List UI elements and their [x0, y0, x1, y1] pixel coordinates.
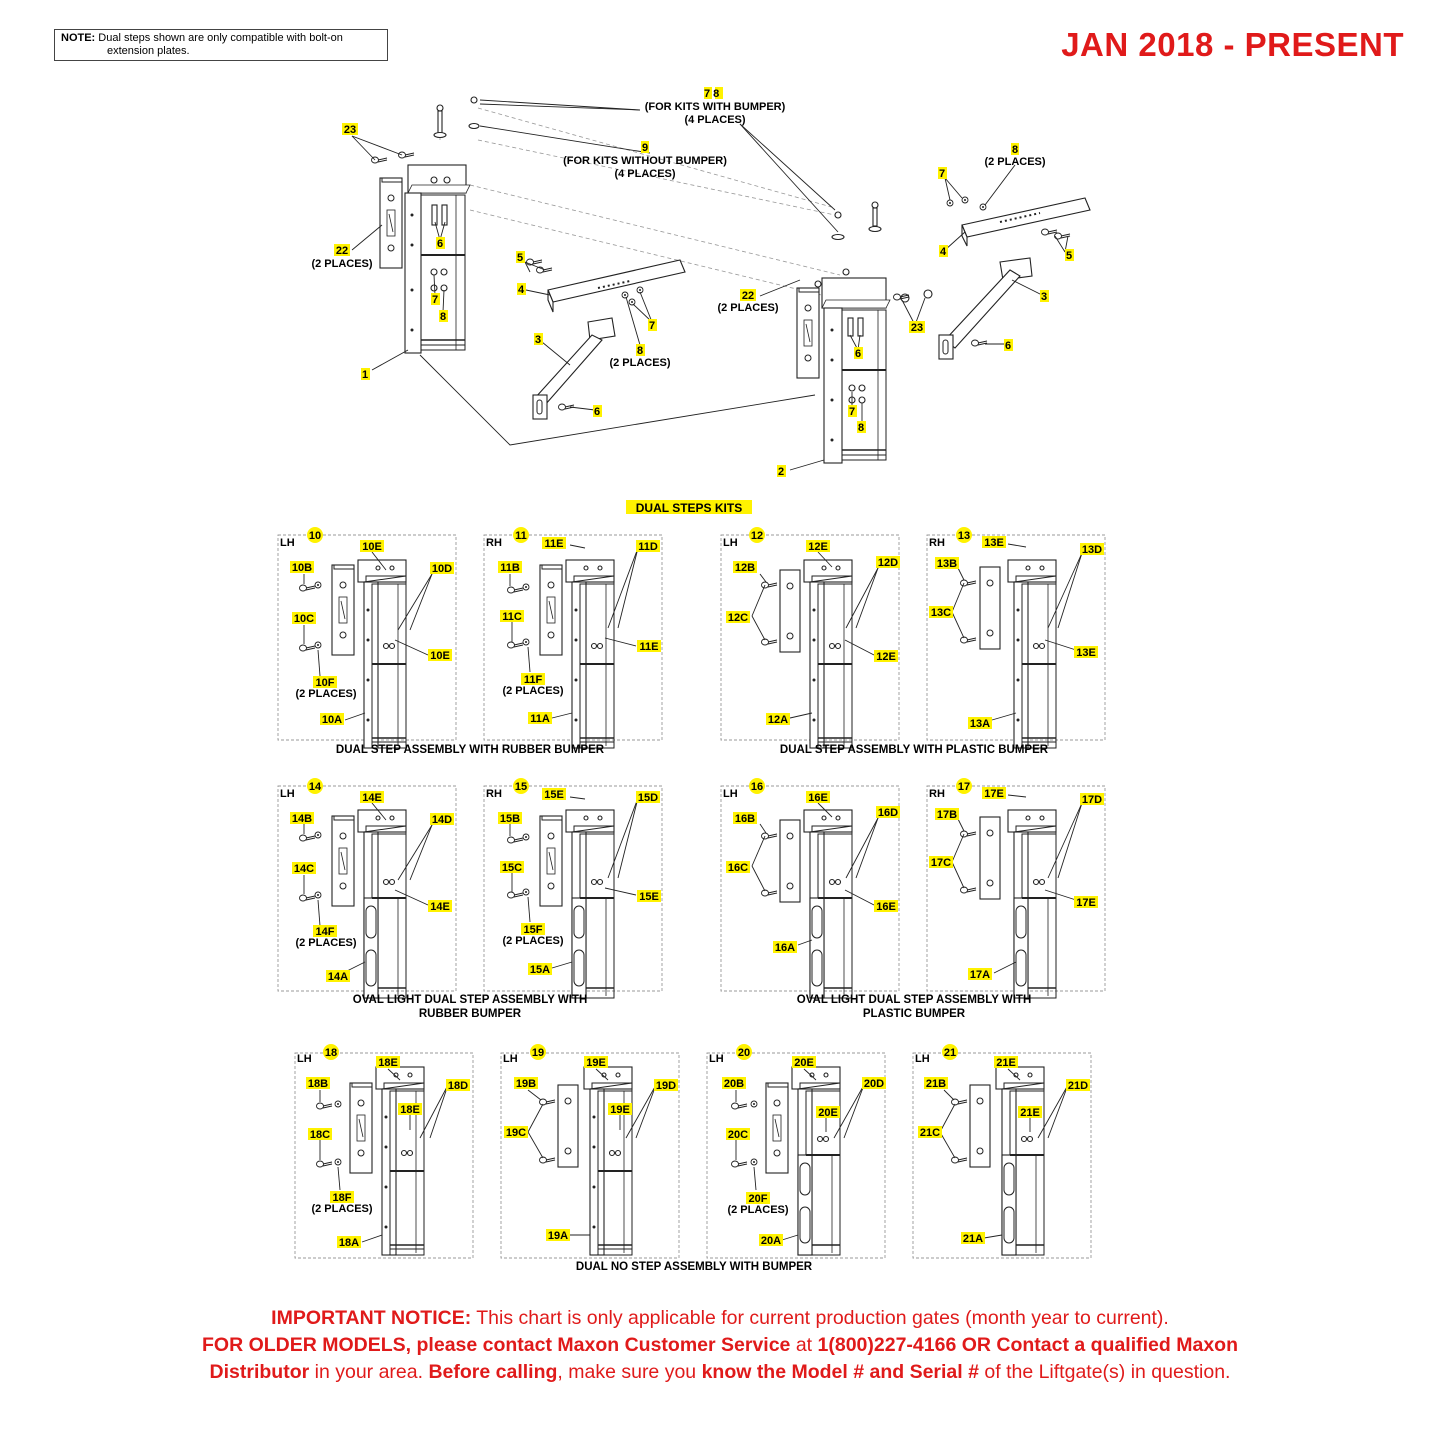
svg-text:22: 22 [335, 245, 349, 257]
kit-16 [721, 778, 900, 998]
svg-text:18C: 18C [309, 1129, 331, 1141]
kit-14 [278, 778, 456, 998]
notice-line-3 [0, 1359, 1440, 1386]
svg-text:20D: 20D [863, 1078, 885, 1090]
svg-text:(2 PLACES): (2 PLACES) [502, 685, 564, 697]
kit-11 [484, 527, 662, 748]
svg-text:16: 16 [750, 781, 764, 793]
svg-text:13: 13 [957, 530, 971, 542]
svg-text:12B: 12B [734, 562, 756, 574]
svg-text:15D: 15D [637, 792, 659, 804]
callout-4-left [517, 283, 526, 296]
notice-distributor: Distributor [209, 1361, 310, 1383]
svg-text:18B: 18B [307, 1078, 329, 1090]
svg-text:19D: 19D [655, 1080, 677, 1092]
kit-10 [278, 527, 456, 748]
svg-text:11F: 11F [523, 674, 543, 686]
svg-text:23: 23 [910, 322, 924, 334]
callout-23-right [909, 321, 925, 334]
callout-22-right [717, 289, 778, 314]
svg-text:11D: 11D [638, 541, 658, 553]
svg-text:16D: 16D [877, 807, 899, 819]
svg-text:16C: 16C [727, 862, 749, 874]
kit-19 [501, 1044, 679, 1258]
svg-text:8: 8 [439, 311, 447, 323]
left-step-part-1 [405, 165, 470, 353]
svg-text:15: 15 [514, 781, 528, 793]
svg-text:(2 PLACES): (2 PLACES) [311, 258, 373, 270]
svg-text:12: 12 [750, 530, 764, 542]
svg-text:12E: 12E [808, 541, 828, 553]
caption-oval-plastic-1: OVAL LIGHT DUAL STEP ASSEMBLY WITH [796, 994, 1032, 1006]
svg-text:(4 PLACES): (4 PLACES) [684, 114, 746, 126]
svg-text:(2 PLACES): (2 PLACES) [311, 1203, 373, 1215]
svg-text:LH: LH [297, 1053, 312, 1065]
svg-text:7: 7 [648, 320, 656, 332]
kit-13 [927, 527, 1105, 748]
svg-text:20F: 20F [748, 1193, 768, 1205]
svg-text:21E: 21E [996, 1057, 1016, 1069]
svg-text:6: 6 [854, 348, 862, 360]
important-notice [0, 1305, 1440, 1386]
svg-text:DUAL STEPS KITS: DUAL STEPS KITS [635, 501, 743, 515]
svg-text:18E: 18E [378, 1057, 398, 1069]
callout-7-right [848, 405, 857, 418]
caption-oval-rubber-1: OVAL LIGHT DUAL STEP ASSEMBLY WITH [352, 994, 588, 1006]
svg-text:(2 PLACES): (2 PLACES) [295, 688, 357, 700]
svg-text:8: 8 [857, 422, 865, 434]
svg-text:13D: 13D [1081, 544, 1103, 556]
svg-text:12E: 12E [876, 651, 896, 663]
svg-text:7: 7 [848, 406, 856, 418]
svg-text:LH: LH [280, 537, 295, 549]
svg-text:7 8: 7 8 [704, 88, 720, 100]
svg-text:(2 PLACES): (2 PLACES) [502, 935, 564, 947]
svg-text:LH: LH [723, 537, 738, 549]
svg-text:(2 PLACES): (2 PLACES) [984, 156, 1046, 168]
svg-text:LH: LH [709, 1053, 724, 1065]
caption-no-step: DUAL NO STEP ASSEMBLY WITH BUMPER [575, 1261, 813, 1273]
svg-text:17B: 17B [936, 809, 958, 821]
svg-text:15A: 15A [529, 964, 551, 976]
svg-text:14E: 14E [430, 901, 450, 913]
svg-text:7: 7 [431, 294, 439, 306]
svg-text:21C: 21C [919, 1127, 941, 1139]
svg-text:20E: 20E [818, 1107, 838, 1119]
caption-rubber-bumper: DUAL STEP ASSEMBLY WITH RUBBER BUMPER [335, 744, 605, 756]
notice-heading: IMPORTANT NOTICE: [271, 1307, 472, 1329]
notice-line-1 [0, 1305, 1440, 1332]
svg-text:8: 8 [1011, 144, 1019, 156]
svg-text:8: 8 [636, 345, 644, 357]
svg-text:(4 PLACES): (4 PLACES) [614, 168, 676, 180]
svg-text:13C: 13C [930, 607, 952, 619]
left-rubber-bumper-part-22 [380, 178, 402, 268]
note-text-continued: extension plates. [107, 45, 190, 57]
svg-text:13E: 13E [984, 537, 1004, 549]
caption-plastic-bumper: DUAL STEP ASSEMBLY WITH PLASTIC BUMPER [779, 744, 1049, 756]
svg-text:16E: 16E [808, 792, 828, 804]
svg-text:15E: 15E [639, 891, 659, 903]
svg-text:19E: 19E [610, 1104, 630, 1116]
notice-model-serial: know the Model # and Serial # [701, 1361, 979, 1383]
svg-text:4: 4 [939, 246, 947, 258]
svg-text:5: 5 [516, 252, 524, 264]
notice-phone: 1(800)227-4166 OR Contact a qualified Maxon [817, 1334, 1238, 1356]
svg-text:RH: RH [486, 788, 502, 800]
svg-text:9: 9 [641, 142, 649, 154]
svg-text:21E: 21E [1020, 1107, 1040, 1119]
svg-text:(FOR KITS WITHOUT BUMPER): (FOR KITS WITHOUT BUMPER) [563, 155, 727, 167]
callout-3-left [534, 333, 543, 346]
svg-text:13E: 13E [1076, 647, 1096, 659]
notice-line-2 [0, 1332, 1440, 1359]
notice-at: at [790, 1334, 818, 1356]
svg-text:10E: 10E [362, 541, 382, 553]
svg-text:22: 22 [741, 290, 755, 302]
callout-6-right-top [854, 347, 863, 360]
svg-text:10: 10 [308, 530, 322, 542]
svg-text:19: 19 [531, 1047, 545, 1059]
note-label: NOTE: [61, 32, 96, 44]
svg-text:20: 20 [737, 1047, 751, 1059]
kit-17 [927, 778, 1105, 998]
svg-text:12D: 12D [877, 557, 899, 569]
svg-text:10F: 10F [315, 677, 335, 689]
svg-text:LH: LH [915, 1053, 930, 1065]
callout-5-left [516, 251, 525, 264]
callout-6-left-bottom [593, 405, 602, 418]
svg-text:15C: 15C [501, 862, 523, 874]
svg-text:3: 3 [534, 334, 542, 346]
svg-text:10D: 10D [431, 563, 453, 575]
svg-text:14B: 14B [291, 813, 313, 825]
svg-text:19E: 19E [586, 1057, 606, 1069]
svg-text:11: 11 [515, 530, 527, 542]
svg-text:18A: 18A [338, 1237, 360, 1249]
svg-text:18E: 18E [400, 1104, 420, 1116]
callout-8-left [439, 310, 448, 323]
svg-text:11B: 11B [500, 562, 520, 574]
callout-22-left [311, 244, 372, 270]
svg-text:21: 21 [943, 1047, 957, 1059]
kits-title [626, 500, 752, 515]
svg-text:19B: 19B [515, 1078, 537, 1090]
notice-make-sure: , make sure you [557, 1361, 702, 1383]
svg-text:17A: 17A [969, 969, 991, 981]
callout-7-left [431, 293, 440, 306]
callout-3-right [1040, 290, 1049, 303]
date-range-title: JAN 2018 - PRESENT [1061, 26, 1404, 63]
callout-8-right-step [857, 421, 866, 434]
svg-text:RH: RH [486, 537, 502, 549]
kit-12 [721, 527, 900, 748]
svg-text:17D: 17D [1081, 794, 1103, 806]
svg-text:18D: 18D [447, 1080, 469, 1092]
svg-text:14E: 14E [362, 792, 382, 804]
svg-text:18: 18 [324, 1047, 338, 1059]
right-rubber-bumper-part-22 [797, 288, 819, 378]
svg-text:4: 4 [517, 284, 525, 296]
svg-text:17E: 17E [984, 788, 1004, 800]
svg-text:14C: 14C [293, 863, 315, 875]
kit-21 [913, 1044, 1091, 1258]
svg-text:(FOR KITS WITH BUMPER): (FOR KITS WITH BUMPER) [644, 101, 786, 113]
svg-text:(2 PLACES): (2 PLACES) [717, 302, 779, 314]
svg-text:17: 17 [957, 781, 971, 793]
svg-text:21D: 21D [1067, 1080, 1089, 1092]
svg-text:16E: 16E [876, 901, 896, 913]
callout-4-right [939, 245, 948, 258]
left-arm-part-4 [548, 260, 685, 312]
svg-text:14F: 14F [315, 926, 335, 938]
svg-text:7: 7 [938, 168, 946, 180]
callout-8-left-arm [609, 344, 670, 369]
caption-oval-rubber-2: RUBBER BUMPER [418, 1008, 522, 1020]
svg-text:23: 23 [343, 124, 357, 136]
svg-text:15B: 15B [499, 813, 521, 825]
svg-text:20A: 20A [760, 1235, 782, 1247]
svg-text:14D: 14D [431, 814, 453, 826]
svg-text:6: 6 [593, 406, 601, 418]
svg-text:12A: 12A [767, 714, 789, 726]
left-arm-part-3 [533, 318, 615, 419]
kit-15 [484, 778, 662, 998]
svg-text:20B: 20B [723, 1078, 745, 1090]
svg-text:21B: 21B [925, 1078, 947, 1090]
callout-8-right [984, 143, 1045, 168]
notice-end: of the Liftgate(s) in question. [978, 1361, 1231, 1383]
svg-text:16A: 16A [774, 942, 796, 954]
svg-text:2: 2 [777, 466, 785, 478]
right-step-part-2 [822, 278, 890, 463]
svg-text:12C: 12C [727, 612, 749, 624]
svg-text:(2 PLACES): (2 PLACES) [727, 1204, 789, 1216]
svg-text:15F: 15F [523, 924, 543, 936]
svg-text:3: 3 [1040, 291, 1048, 303]
svg-text:18F: 18F [332, 1192, 352, 1204]
svg-text:20E: 20E [794, 1057, 814, 1069]
notice-in-area: in your area. [309, 1361, 429, 1383]
svg-text:(2 PLACES): (2 PLACES) [295, 937, 357, 949]
svg-text:14A: 14A [327, 971, 349, 983]
callout-23-left [342, 123, 358, 136]
notice-before-calling: Before calling [428, 1361, 558, 1383]
callout-5-right [1065, 249, 1074, 262]
svg-text:11E: 11E [639, 641, 659, 653]
svg-text:20C: 20C [727, 1129, 749, 1141]
svg-text:17C: 17C [930, 857, 952, 869]
svg-text:1: 1 [361, 369, 369, 381]
svg-text:LH: LH [503, 1053, 518, 1065]
svg-text:LH: LH [280, 788, 295, 800]
svg-text:15E: 15E [544, 789, 564, 801]
callout-6-left-top [436, 237, 445, 250]
svg-text:19C: 19C [505, 1127, 527, 1139]
svg-text:RH: RH [929, 537, 945, 549]
kit-18 [295, 1044, 473, 1258]
note-text: Dual steps shown are only compatible with bolt-on [98, 32, 343, 44]
svg-text:17E: 17E [1076, 897, 1096, 909]
svg-text:14: 14 [308, 781, 322, 793]
caption-oval-plastic-2: PLASTIC BUMPER [862, 1008, 966, 1020]
svg-text:5: 5 [1065, 250, 1073, 262]
svg-text:19A: 19A [547, 1230, 569, 1242]
callout-7-8-bumper [645, 87, 786, 126]
svg-text:10C: 10C [293, 613, 315, 625]
svg-text:6: 6 [436, 238, 444, 250]
svg-text:RH: RH [929, 788, 945, 800]
svg-text:10B: 10B [291, 562, 313, 574]
svg-text:11A: 11A [530, 713, 550, 725]
svg-text:21A: 21A [962, 1233, 984, 1245]
svg-text:13B: 13B [936, 558, 958, 570]
svg-text:11C: 11C [502, 611, 522, 623]
callout-1 [361, 368, 370, 381]
svg-text:16B: 16B [734, 813, 756, 825]
callout-6-right-bottom [1004, 339, 1013, 352]
kit-20 [707, 1044, 886, 1258]
callout-7-right-arm [938, 167, 947, 180]
callout-2 [777, 465, 786, 478]
notice-text-1: This chart is only applicable for current production gates (month year to current). [471, 1307, 1169, 1329]
svg-text:10E: 10E [430, 650, 450, 662]
svg-text:10A: 10A [321, 714, 343, 726]
svg-text:11E: 11E [544, 538, 564, 550]
svg-text:LH: LH [723, 788, 738, 800]
callout-9 [563, 141, 727, 180]
callout-7-left-arm [648, 319, 657, 332]
main-exploded-view [311, 87, 1090, 478]
svg-text:13A: 13A [969, 718, 991, 730]
svg-text:6: 6 [1004, 340, 1012, 352]
notice-older-models: FOR OLDER MODELS, please contact Maxon Customer Service [202, 1334, 791, 1356]
svg-text:(2 PLACES): (2 PLACES) [609, 357, 671, 369]
